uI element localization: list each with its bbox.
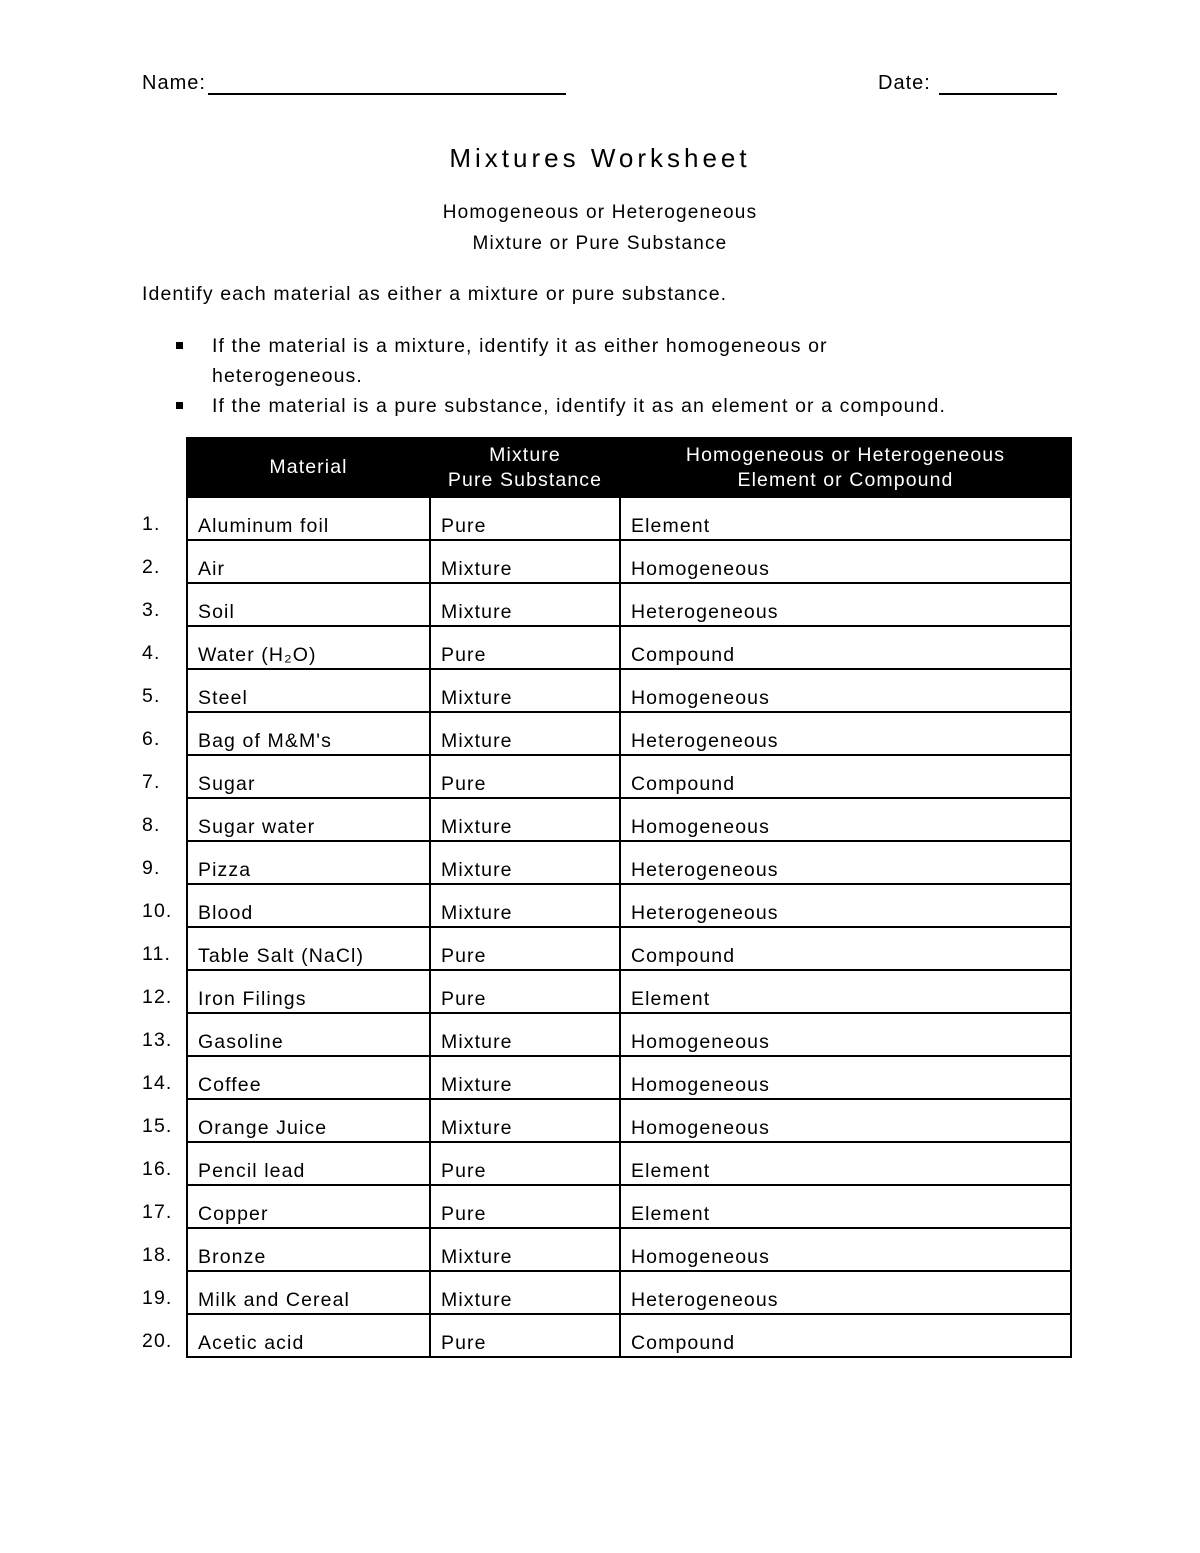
mixture-or-pure-cell[interactable]: Mixture [430,1099,620,1142]
classification-cell[interactable]: Homogeneous [620,1013,1071,1056]
row-number: 9. [142,857,161,879]
table-row [187,1056,1071,1099]
material-cell[interactable]: Coffee [187,1056,430,1099]
table-row [187,755,1071,798]
row-number: 2. [142,556,161,578]
classification-cell[interactable]: Compound [620,755,1071,798]
material-cell[interactable]: Pencil lead [187,1142,430,1185]
mixture-or-pure-cell[interactable]: Mixture [430,583,620,626]
row-number: 19. [142,1287,173,1309]
mixture-or-pure-cell[interactable]: Pure [430,970,620,1013]
mixture-or-pure-cell[interactable]: Mixture [430,1056,620,1099]
material-cell[interactable]: Water (H₂O) [187,626,430,669]
classification-cell[interactable]: Element [620,970,1071,1013]
header-homo-hetero-label: Homogeneous or Heterogeneous [685,443,1006,466]
table-row [187,712,1071,755]
material-cell[interactable]: Pizza [187,841,430,884]
table-row [187,583,1071,626]
table-row [187,927,1071,970]
material-cell[interactable]: Blood [187,884,430,927]
material-cell[interactable]: Sugar water [187,798,430,841]
mixture-or-pure-cell[interactable]: Mixture [430,1013,620,1056]
name-field [142,72,566,95]
row-number: 18. [142,1244,173,1266]
row-number: 6. [142,728,161,750]
name-label: Name: [142,72,206,94]
material-cell[interactable]: Air [187,540,430,583]
material-cell[interactable]: Sugar [187,755,430,798]
subtitle-line-2: Mixture or Pure Substance [472,233,728,254]
table-row [187,841,1071,884]
worksheet-table [186,437,1070,1358]
material-cell[interactable]: Copper [187,1185,430,1228]
name-blank-line[interactable] [208,73,566,95]
page-title: Mixtures Worksheet [449,143,751,173]
bullet-list [142,331,1082,421]
classification-cell[interactable]: Heterogeneous [620,884,1071,927]
table-row [187,1142,1071,1185]
table-row [187,669,1071,712]
bullet-text: If the material is a mixture, identify it as either homogeneous or heterogeneous. [212,335,828,387]
row-number: 20. [142,1330,173,1352]
mixture-or-pure-cell[interactable]: Mixture [430,540,620,583]
material-cell[interactable]: Orange Juice [187,1099,430,1142]
mixture-or-pure-cell[interactable]: Mixture [430,712,620,755]
mixture-or-pure-cell[interactable]: Pure [430,497,620,540]
header-classification [620,438,1071,497]
table-row [187,497,1071,540]
material-cell[interactable]: Soil [187,583,430,626]
mixture-or-pure-cell[interactable]: Pure [430,626,620,669]
row-number: 8. [142,814,161,836]
mixture-or-pure-cell[interactable]: Pure [430,1314,620,1357]
mixture-or-pure-cell[interactable]: Mixture [430,798,620,841]
row-number: 17. [142,1201,173,1223]
mixture-or-pure-cell[interactable]: Mixture [430,1271,620,1314]
row-number: 3. [142,599,161,621]
mixture-or-pure-cell[interactable]: Pure [430,755,620,798]
classification-cell[interactable]: Element [620,497,1071,540]
table-row [187,1185,1071,1228]
date-label: Date: [878,72,931,94]
row-number: 4. [142,642,161,664]
table-row [187,884,1071,927]
material-cell[interactable]: Bag of M&M's [187,712,430,755]
row-number: 5. [142,685,161,707]
row-number: 11. [142,943,171,965]
header-material-label: Material [269,456,348,478]
table-row [187,798,1071,841]
table-row [187,540,1071,583]
classification-cell[interactable]: Homogeneous [620,1056,1071,1099]
table-body [187,497,1071,1357]
table-row [187,626,1071,669]
row-number: 1. [142,513,161,535]
classification-cell[interactable]: Homogeneous [620,540,1071,583]
table-header-row [187,438,1071,497]
header-mixture-pure [430,438,620,497]
row-number: 10. [142,900,173,922]
instructions-text: Identify each material as either a mixture or pure substance. [142,283,728,305]
row-number: 15. [142,1115,173,1137]
square-bullet-icon [176,342,183,349]
date-blank-line[interactable] [939,73,1057,95]
header-material [187,438,430,497]
mixture-or-pure-cell[interactable]: Mixture [430,669,620,712]
bullet-text: If the material is a pure substance, identify it as an element or a compound. [212,395,946,417]
table-row [187,1013,1071,1056]
material-cell[interactable]: Steel [187,669,430,712]
header-element-compound-label: Element or Compound [737,468,954,491]
mixture-or-pure-cell[interactable]: Pure [430,1185,620,1228]
classification-cell[interactable]: Heterogeneous [620,583,1071,626]
row-number: 13. [142,1029,173,1051]
classification-cell[interactable]: Heterogeneous [620,1271,1071,1314]
subtitle-line-1: Homogeneous or Heterogeneous [442,202,758,223]
table-row [187,1314,1071,1357]
mixture-or-pure-cell[interactable]: Mixture [430,841,620,884]
material-cell[interactable]: Acetic acid [187,1314,430,1357]
material-cell[interactable]: Gasoline [187,1013,430,1056]
square-bullet-icon [176,402,183,409]
mixture-or-pure-cell[interactable]: Pure [430,1142,620,1185]
classification-cell[interactable]: Heterogeneous [620,712,1071,755]
material-cell[interactable]: Milk and Cereal [187,1271,430,1314]
bullet-item [142,331,1082,391]
classification-cell[interactable]: Heterogeneous [620,841,1071,884]
table-row [187,1228,1071,1271]
row-number: 14. [142,1072,173,1094]
header-pure-substance-label: Pure Substance [447,468,603,491]
mixture-or-pure-cell[interactable]: Mixture [430,884,620,927]
classification-cell[interactable]: Homogeneous [620,669,1071,712]
classification-cell[interactable]: Element [620,1185,1071,1228]
mixture-or-pure-cell[interactable]: Mixture [430,1228,620,1271]
material-cell[interactable]: Bronze [187,1228,430,1271]
classification-cell[interactable]: Element [620,1142,1071,1185]
table-row [187,970,1071,1013]
classification-cell[interactable]: Homogeneous [620,1099,1071,1142]
row-number: 16. [142,1158,173,1180]
row-number: 12. [142,986,173,1008]
material-cell[interactable]: Table Salt (NaCl) [187,927,430,970]
classification-cell[interactable]: Compound [620,927,1071,970]
classification-cell[interactable]: Compound [620,1314,1071,1357]
table-row [187,1271,1071,1314]
row-number: 7. [142,771,161,793]
mixture-or-pure-cell[interactable]: Pure [430,927,620,970]
material-cell[interactable]: Iron Filings [187,970,430,1013]
classification-cell[interactable]: Compound [620,626,1071,669]
bullet-item [142,391,1082,421]
table-row [187,1099,1071,1142]
material-cell[interactable]: Aluminum foil [187,497,430,540]
classification-cell[interactable]: Homogeneous [620,1228,1071,1271]
classification-cell[interactable]: Homogeneous [620,798,1071,841]
date-field [878,72,1057,95]
header-mixture-label: Mixture [489,443,561,466]
